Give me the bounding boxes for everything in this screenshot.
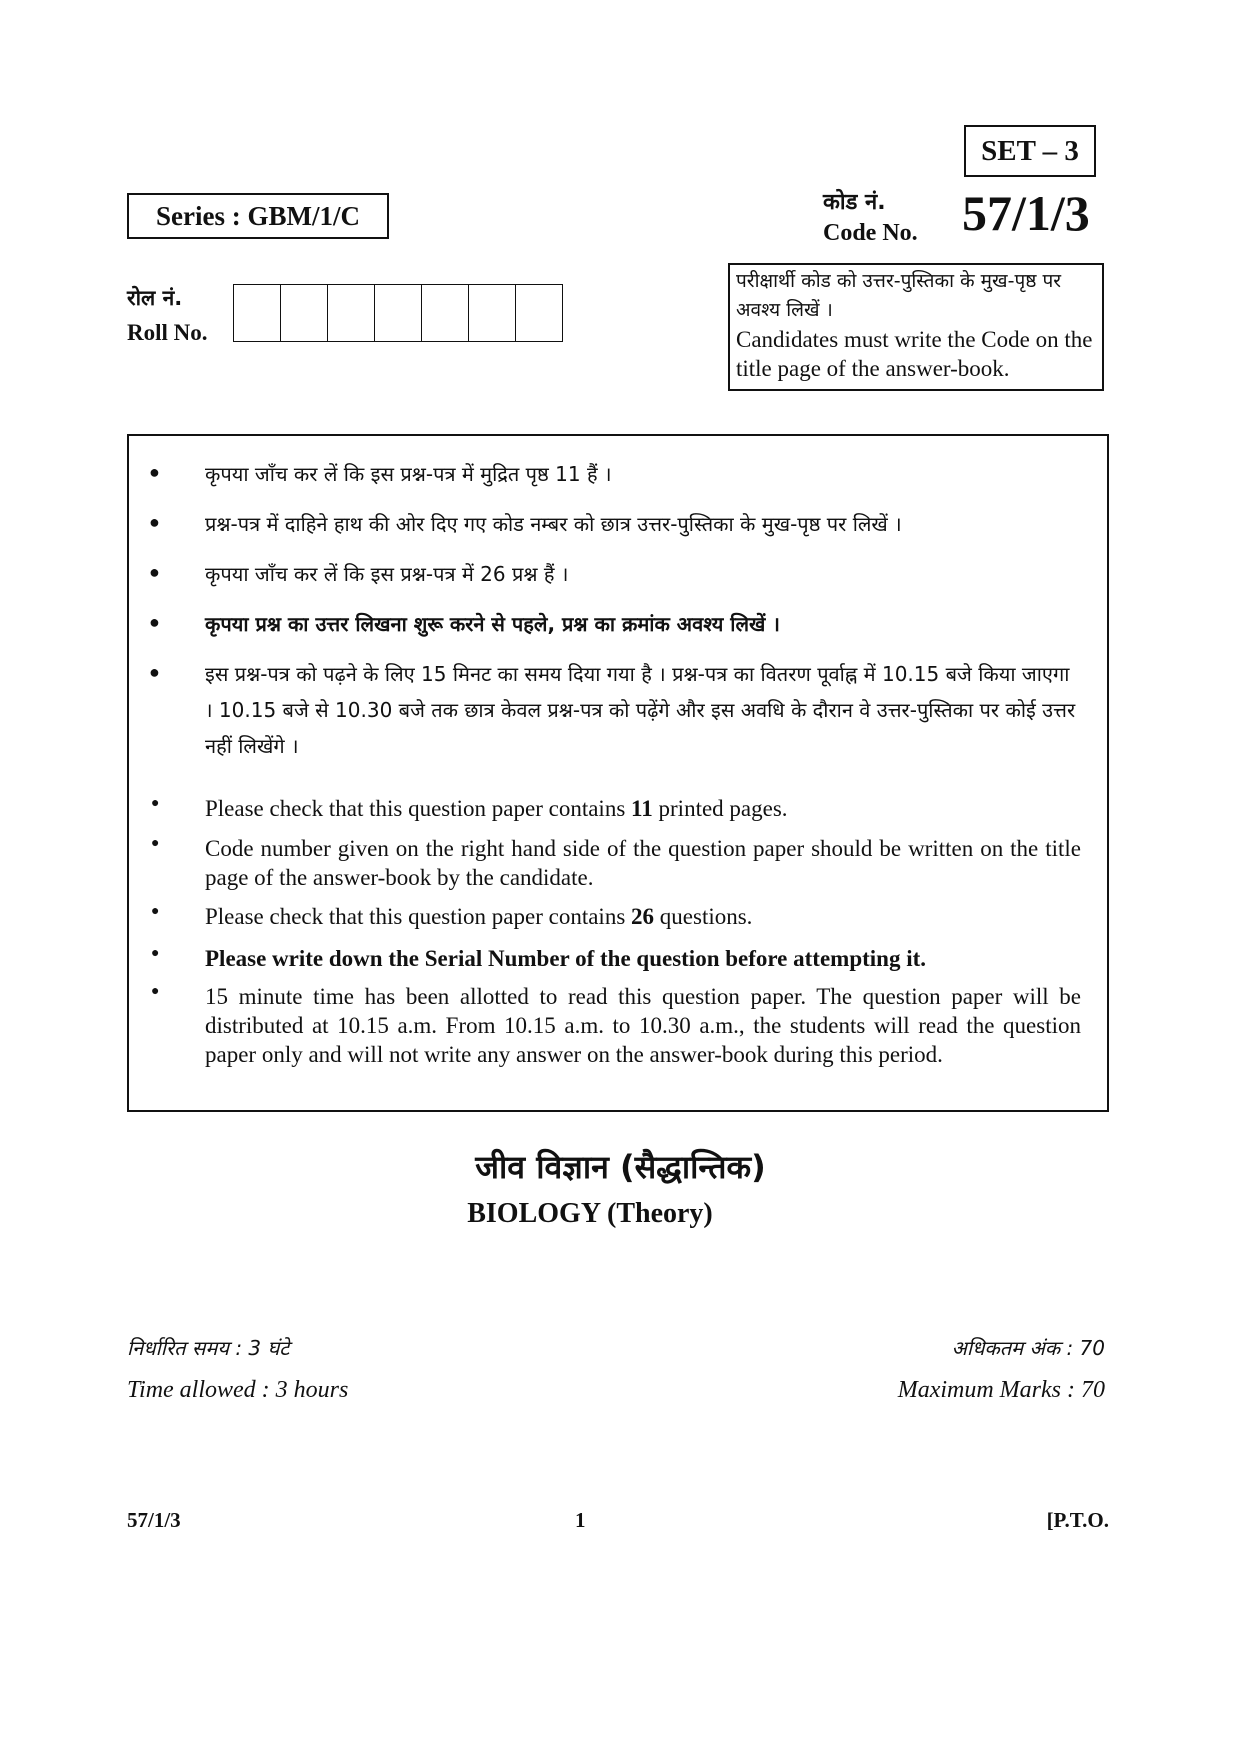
bullet-icon: ●	[149, 562, 160, 582]
instruction-text-hindi: कृपया प्रश्न का उत्तर लिखना शुरू करने से पहले, प्रश्न का क्रमांक अवश्य लिखें ।	[205, 612, 780, 636]
instruction-text-english: 15 minute time has been allotted to read this question paper. The question paper will be distributed at 10.15 a.m. From 10.15 a.m. to 10.30 a.m., the students will read the question paper only and will not write any answer on the answer-book during this period.	[205, 984, 1081, 1067]
bullet-icon: ●	[151, 796, 160, 811]
candidate-note-hindi: परीक्षार्थी कोड को उत्तर-पुस्तिका के मुख-पृष्ठ पर अवश्य लिखें ।	[736, 270, 1062, 321]
set-label: SET – 3	[964, 125, 1096, 177]
bullet-icon: ●	[151, 984, 160, 999]
roll-number-boxes	[233, 284, 563, 342]
instruction-text-hindi: कृपया जाँच कर लें कि इस प्रश्न-पत्र में 26 प्रश्न हैं ।	[205, 562, 569, 586]
roll-digit-box[interactable]	[375, 285, 422, 341]
pto-label: [P.T.O.	[1046, 1508, 1109, 1532]
roll-digit-box[interactable]	[281, 285, 328, 341]
code-label-english: Code No.	[823, 220, 918, 246]
roll-digit-box[interactable]	[516, 285, 563, 341]
instruction-text-english: Please check that this question paper contains 26 questions.	[205, 904, 753, 929]
max-marks-hindi: अधिकतम अंक : 70	[951, 1336, 1105, 1360]
subject-title-hindi: जीव विज्ञान (सैद्धान्तिक)	[475, 1148, 766, 1186]
roll-digit-box[interactable]	[422, 285, 469, 341]
time-allowed-english: Time allowed : 3 hours	[127, 1377, 349, 1403]
roll-label-english: Roll No.	[127, 320, 208, 345]
page-number: 1	[575, 1508, 586, 1532]
roll-digit-box[interactable]	[328, 285, 375, 341]
instruction-text-english: Please check that this question paper contains 11 printed pages.	[205, 796, 788, 821]
footer-code: 57/1/3	[127, 1508, 181, 1532]
series-label: Series : GBM/1/C	[127, 193, 389, 239]
candidate-note-box	[728, 263, 1104, 391]
candidate-note-english: Candidates must write the Code on the title page of the answer-book.	[736, 327, 1093, 381]
bullet-icon: ●	[149, 462, 160, 482]
subject-title-english: BIOLOGY (Theory)	[467, 1198, 713, 1229]
max-marks-english: Maximum Marks : 70	[897, 1377, 1105, 1403]
instruction-text-hindi: इस प्रश्न-पत्र को पढ़ने के लिए 15 मिनट का समय दिया गया है । प्रश्न-पत्र का वितरण पूर्वाह्न में 10.15 बजे किया जाएगा । 10.15 बजे से 10.30 बजे तक छात्र केवल प्रश्न-पत्र को पढ़ेंगे और इस अवधि के दौरान वे उत्तर-पुस्तिका पर कोई उत्तर नहीं लिखेंगे ।	[205, 662, 1076, 758]
bullet-icon: ●	[151, 946, 160, 961]
instruction-text-english: Code number given on the right hand side of the question paper should be written on the title page of the answer-book by the candidate.	[205, 836, 1081, 890]
roll-digit-box[interactable]	[469, 285, 516, 341]
bullet-icon: ●	[151, 904, 160, 919]
bullet-icon: ●	[149, 612, 160, 632]
roll-label-hindi: रोल नं.	[127, 286, 183, 310]
instruction-text-hindi: प्रश्न-पत्र में दाहिने हाथ की ओर दिए गए कोड नम्बर को छात्र उत्तर-पुस्तिका के मुख-पृष्ठ पर लिखें ।	[205, 512, 902, 536]
code-number: 57/1/3	[962, 185, 1090, 241]
instruction-text-english: Please write down the Serial Number of the question before attempting it.	[205, 946, 927, 971]
bullet-icon: ●	[149, 662, 160, 682]
code-label-hindi: कोड नं.	[823, 190, 886, 215]
time-allowed-hindi: निर्धारित समय : 3 घंटे	[127, 1336, 290, 1360]
instruction-text-hindi: कृपया जाँच कर लें कि इस प्रश्न-पत्र में मुद्रित पृष्ठ 11 हैं ।	[205, 462, 612, 486]
instructions-box	[127, 434, 1109, 1112]
roll-digit-box[interactable]	[234, 285, 281, 341]
bullet-icon: ●	[149, 512, 160, 532]
bullet-icon: ●	[151, 836, 160, 851]
